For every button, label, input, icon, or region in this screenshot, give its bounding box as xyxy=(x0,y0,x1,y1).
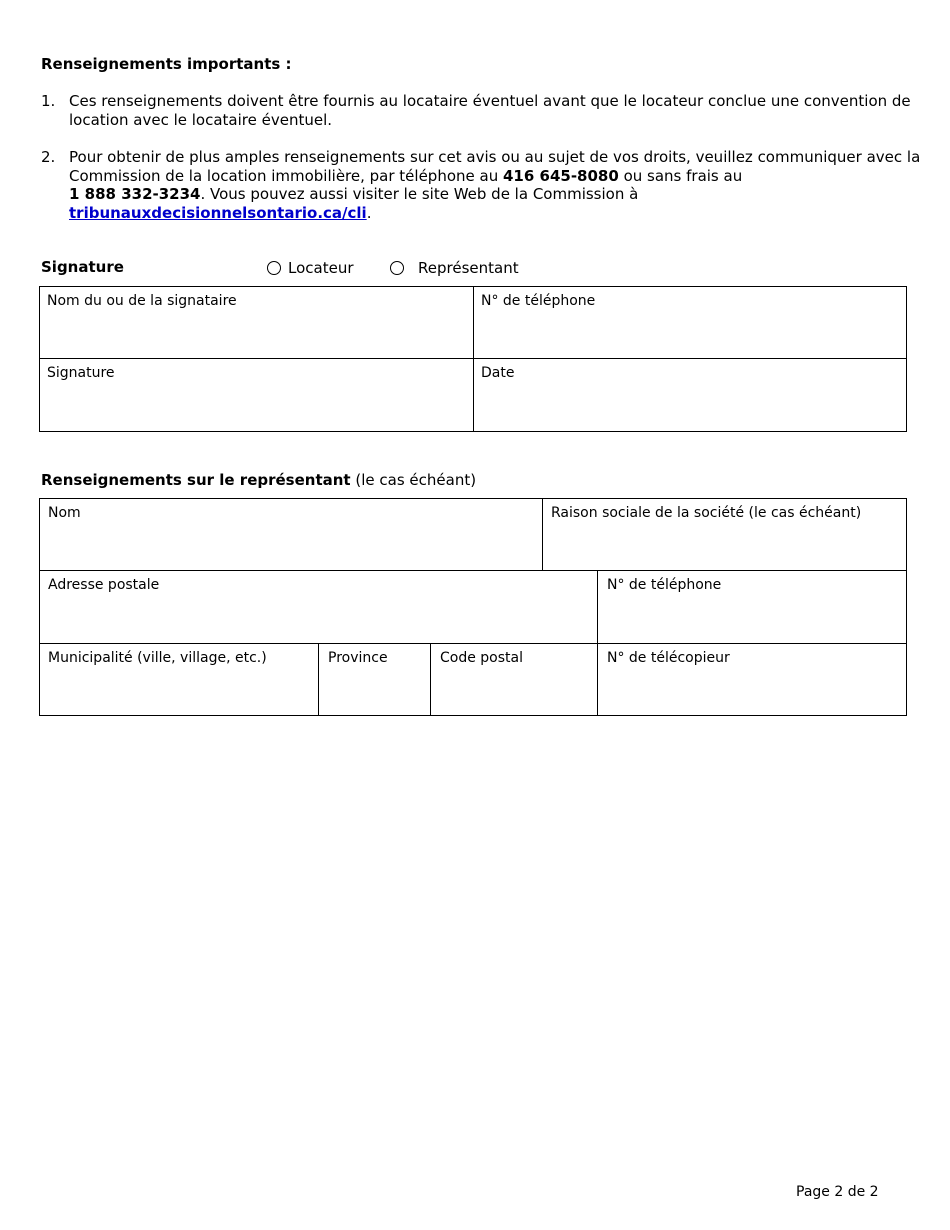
phone-local: 416 645-8080 xyxy=(502,166,619,185)
date-field[interactable] xyxy=(473,358,907,432)
info-item-1 xyxy=(41,92,921,129)
radio-representative-label: Représentant xyxy=(418,259,519,277)
rep-municipality-label: Municipalité (ville, village, etc.) xyxy=(48,650,267,666)
info-item-2-number: 2. xyxy=(41,148,56,166)
date-label: Date xyxy=(481,365,515,381)
info-item-1-number: 1. xyxy=(41,92,56,110)
signature-label: Signature xyxy=(47,365,115,381)
signature-field[interactable] xyxy=(39,358,474,432)
info-item-2-text-b: ou sans frais au xyxy=(618,166,743,185)
signatory-phone-label: N° de téléphone xyxy=(481,293,596,309)
representative-title xyxy=(41,471,476,489)
rep-phone-label: N° de téléphone xyxy=(607,577,722,593)
rep-postal-code-label: Code postal xyxy=(440,650,523,666)
rep-address-field[interactable] xyxy=(39,570,598,644)
signatory-phone-field[interactable] xyxy=(473,286,907,359)
rep-name-field[interactable] xyxy=(39,498,543,571)
signatory-name-field[interactable] xyxy=(39,286,474,359)
radio-landlord-option[interactable] xyxy=(267,259,354,277)
signatory-name-label: Nom du ou de la signataire xyxy=(47,293,237,309)
rep-name-label: Nom xyxy=(48,505,81,521)
rep-fax-label: N° de télécopieur xyxy=(607,650,730,666)
page-number: Page 2 de 2 xyxy=(796,1184,879,1200)
radio-representative-option[interactable] xyxy=(390,259,519,277)
rep-postal-code-field[interactable] xyxy=(430,643,598,716)
info-item-2-text-a: Pour obtenir de plus amples renseignements sur cet avis ou au sujet de vos droits, veuillez communiquer avec la Commission de la location immobilière, par téléphone au xyxy=(69,148,921,185)
representative-title-rest: (le cas échéant) xyxy=(350,471,477,489)
radio-representative[interactable] xyxy=(390,261,404,275)
radio-landlord-label: Locateur xyxy=(288,259,354,277)
info-item-2-text-d: . xyxy=(366,203,372,222)
rep-municipality-field[interactable] xyxy=(39,643,319,716)
rep-province-field[interactable] xyxy=(318,643,431,716)
info-item-2-text xyxy=(41,148,921,222)
rep-company-field[interactable] xyxy=(542,498,907,571)
important-info-heading: Renseignements importants : xyxy=(41,55,292,73)
radio-landlord[interactable] xyxy=(267,261,281,275)
phone-tollfree: 1 888 332-3234 xyxy=(69,185,201,204)
representative-title-bold: Renseignements sur le représentant xyxy=(41,471,351,489)
info-item-1-text: Ces renseignements doivent être fournis au locataire éventuel avant que le locateur conclue une convention de location avec le locataire éventuel. xyxy=(69,92,911,129)
info-item-2 xyxy=(41,148,921,222)
rep-company-label: Raison sociale de la société (le cas échéant) xyxy=(551,505,862,521)
rep-province-label: Province xyxy=(328,650,388,666)
info-item-2-text-c: . Vous pouvez aussi visiter le site Web de la Commission à xyxy=(200,185,639,204)
rep-phone-field[interactable] xyxy=(597,570,907,644)
commission-website-link[interactable]: tribunauxdecisionnelsontario.ca/cli xyxy=(69,203,367,222)
rep-address-label: Adresse postale xyxy=(48,577,160,593)
rep-fax-field[interactable] xyxy=(597,643,907,716)
signature-title: Signature xyxy=(41,258,124,276)
